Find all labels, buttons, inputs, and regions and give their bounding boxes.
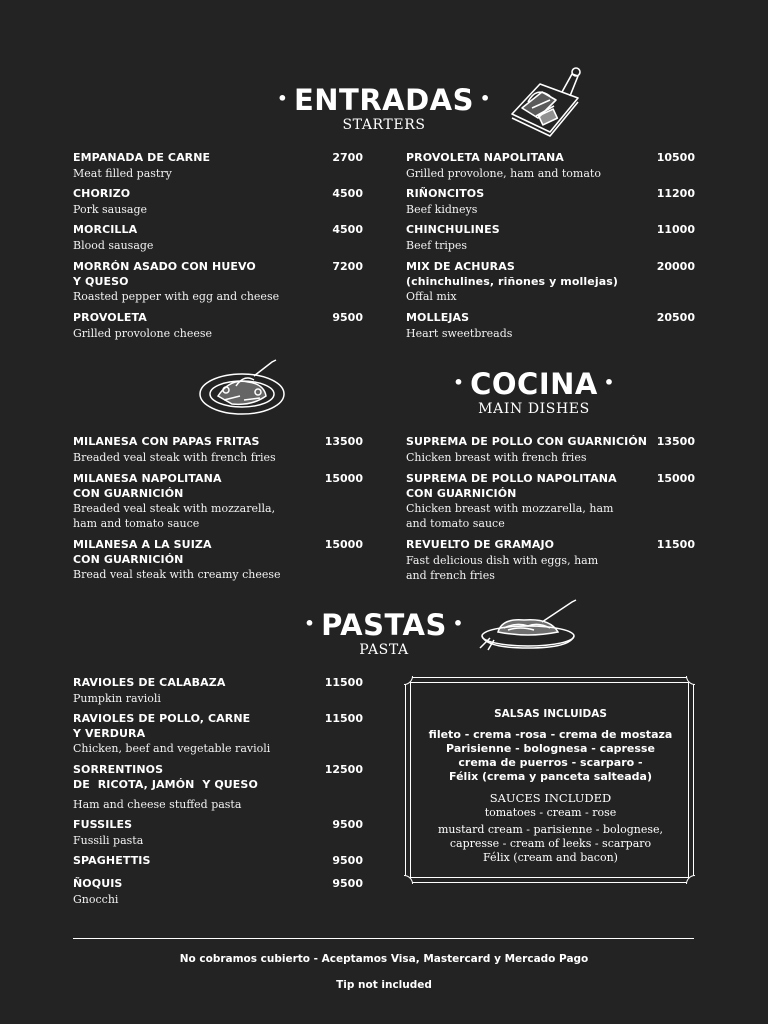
menu-item (73, 311, 363, 341)
sauces-es-line: Parisienne - bolognesa - capresse (446, 742, 655, 755)
item-description: Breaded veal steak with french fries (73, 450, 276, 464)
item-description: Fast delicious dish with eggs, ham (406, 553, 599, 567)
item-name: RIÑONCITOS (406, 187, 485, 200)
footer-divider (73, 938, 694, 939)
item-name: MIX DE ACHURAS (406, 260, 515, 273)
item-description: Pork sausage (73, 202, 148, 216)
entradas-header (0, 84, 768, 132)
item-price: 9500 (332, 818, 363, 831)
menu-item (406, 260, 695, 304)
item-description-line2: ham and tomato sauce (73, 517, 200, 530)
cocina-title: • COCINA • (453, 367, 615, 401)
item-price: 11200 (656, 187, 695, 200)
item-description: Gnocchi (73, 892, 119, 906)
menu-item (406, 151, 695, 181)
item-description: Ham and cheese stuffed pasta (73, 798, 242, 811)
entradas-title: • ENTRADAS • (277, 83, 491, 117)
sauces-en-line: capresse - cream of leeks - scarparo (449, 837, 652, 850)
item-price: 4500 (332, 187, 363, 200)
sauces-es-line: crema de puerros - scarparo - (458, 756, 643, 769)
item-description: Roasted pepper with egg and cheese (73, 290, 280, 303)
menu-item (73, 223, 363, 253)
item-price: 15000 (324, 472, 363, 485)
item-description: Pumpkin ravioli (73, 691, 161, 705)
item-price: 15000 (324, 538, 363, 551)
pastas-title-text: PASTAS (321, 608, 447, 642)
item-price: 12500 (324, 763, 363, 776)
item-price: 2700 (332, 151, 363, 164)
item-name: EMPANADA DE CARNE (73, 151, 211, 164)
item-name: SPAGHETTIS (73, 854, 151, 867)
item-price: 9500 (332, 877, 363, 890)
item-description: Heart sweetbreads (406, 326, 513, 340)
menu-item (73, 854, 363, 869)
menu-item (406, 435, 695, 465)
sauces-box (405, 677, 694, 883)
menu-item (73, 763, 363, 812)
item-price: 13500 (656, 435, 695, 448)
item-price: 9500 (332, 854, 363, 867)
item-name: FUSSILES (73, 818, 133, 831)
item-description: Bread veal steak with creamy cheese (73, 568, 281, 581)
item-description: Chicken breast with mozzarella, ham (406, 502, 614, 515)
menu-item (73, 435, 363, 465)
item-price: 20500 (656, 311, 695, 324)
entradas-title-text: ENTRADAS (293, 83, 475, 117)
menu-item (73, 676, 363, 706)
item-name: MOLLEJAS (406, 311, 470, 324)
cutting-board-icon (506, 62, 588, 140)
menu-item (73, 260, 363, 304)
pastas-header (0, 609, 768, 657)
pastas-title: • PASTAS • (304, 608, 464, 642)
menu-item (73, 151, 363, 181)
item-description: Grilled provolone cheese (73, 326, 213, 340)
item-price: 4500 (332, 223, 363, 236)
item-name-line2: CON GUARNICIÓN (406, 486, 517, 500)
pastas-subtitle: PASTA (359, 642, 409, 658)
menu-item (73, 877, 363, 907)
menu-item (73, 538, 363, 582)
item-name: MORCILLA (73, 223, 138, 236)
item-price: 9500 (332, 311, 363, 324)
footer-tip-note: Tip not included (336, 979, 432, 991)
sauces-es-line: fileto - crema -rosa - crema de mostaza (428, 728, 673, 741)
item-price: 7200 (332, 260, 363, 273)
item-description: Beef tripes (406, 238, 468, 252)
item-price: 11500 (324, 712, 363, 725)
menu-item (406, 472, 695, 531)
item-name: CHINCHULINES (406, 223, 500, 236)
item-description: Meat filled pastry (73, 166, 172, 180)
item-name-line2: CON GUARNICIÓN (73, 486, 184, 500)
item-price: 10500 (656, 151, 695, 164)
item-name-line2: Y QUESO (73, 274, 129, 288)
item-name: MILANESA CON PAPAS FRITAS (73, 435, 260, 448)
menu-item (406, 311, 695, 341)
item-description: Chicken breast with french fries (406, 450, 587, 464)
item-price: 13500 (324, 435, 363, 448)
entradas-subtitle: STARTERS (342, 117, 426, 133)
item-description: Offal mix (406, 290, 457, 303)
item-name: SUPREMA DE POLLO CON GUARNICIÓN (406, 435, 648, 448)
cocina-subtitle: MAIN DISHES (478, 401, 590, 417)
menu-item (406, 538, 695, 583)
item-name: MORRÓN ASADO CON HUEVO (73, 260, 256, 273)
item-price: 11500 (656, 538, 695, 551)
sauces-title: SALSAS INCLUIDAS (494, 708, 607, 720)
item-name: RAVIOLES DE POLLO, CARNE (73, 712, 251, 725)
pasta-plate-icon (476, 598, 582, 654)
item-name-line2: CON GUARNICIÓN (73, 552, 184, 566)
item-name: ÑOQUIS (73, 877, 123, 890)
item-description: Grilled provolone, ham and tomato (406, 166, 601, 180)
item-name: PROVOLETA NAPOLITANA (406, 151, 564, 164)
item-description: Chicken, beef and vegetable ravioli (73, 742, 271, 755)
footer-payment-note: No cobramos cubierto - Aceptamos Visa, Mastercard y Mercado Pago (179, 953, 589, 965)
item-name: RAVIOLES DE CALABAZA (73, 676, 226, 689)
item-name: SUPREMA DE POLLO NAPOLITANA (406, 472, 617, 485)
menu-item (406, 223, 695, 253)
item-description: Fussili pasta (73, 833, 144, 847)
menu-item (73, 187, 363, 217)
menu-item (73, 818, 363, 848)
item-price: 20000 (656, 260, 695, 273)
item-description-line2: and french fries (406, 568, 495, 582)
item-price: 15000 (656, 472, 695, 485)
plated-dish-icon (196, 356, 292, 420)
item-price: 11000 (656, 223, 695, 236)
item-name: MILANESA NAPOLITANA (73, 472, 222, 485)
item-price: 11500 (324, 676, 363, 689)
item-name-line2: Y VERDURA (73, 726, 146, 740)
sauces-list-en (406, 806, 695, 865)
sauces-es-line: Félix (crema y panceta salteada) (449, 770, 652, 783)
item-name-line2: (chinchulines, riñones y mollejas) (406, 274, 618, 288)
item-name: SORRENTINOS (73, 763, 164, 776)
cocina-title-text: COCINA (470, 367, 598, 401)
sauces-en-line: tomatoes - cream - rose (484, 806, 617, 819)
sauces-en-title: SAUCES INCLUDED (489, 791, 612, 805)
item-description: Beef kidneys (406, 202, 478, 216)
item-description: Blood sausage (73, 238, 154, 252)
menu-item (73, 472, 363, 531)
sauces-en-line: mustard cream - parisienne - bolognese, (437, 823, 664, 836)
item-name: CHORIZO (73, 187, 131, 200)
item-name: PROVOLETA (73, 311, 147, 324)
item-description: Breaded veal steak with mozzarella, (73, 502, 276, 515)
item-name: MILANESA A LA SUIZA (73, 538, 212, 551)
item-name-line2: DE RICOTA, JAMÓN Y QUESO (73, 777, 258, 791)
sauces-en-line: Félix (cream and bacon) (483, 851, 618, 864)
sauces-list-es (406, 728, 695, 784)
menu-item (73, 712, 363, 756)
item-name: REVUELTO DE GRAMAJO (406, 538, 555, 551)
menu-item (406, 187, 695, 217)
item-description-line2: and tomato sauce (406, 517, 505, 530)
